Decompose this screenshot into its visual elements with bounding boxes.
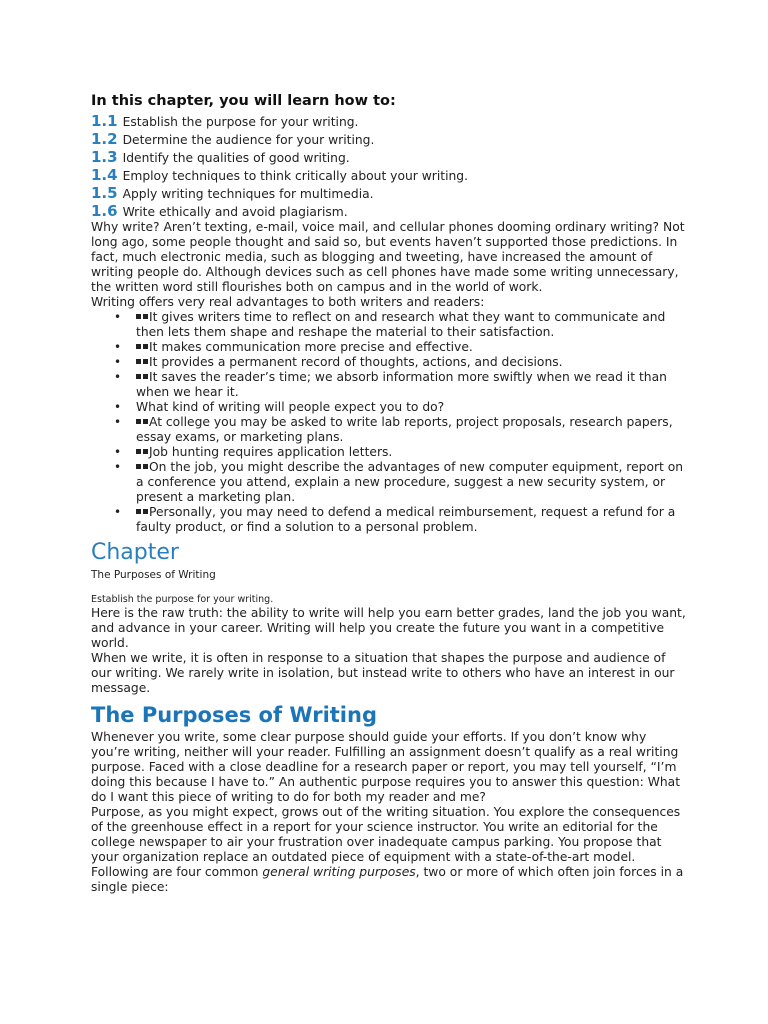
square-marker-icon (136, 509, 141, 514)
document-page (91, 92, 686, 895)
chapter-subtitle: The Purposes of Writing (91, 569, 216, 581)
section-paragraph-2: Purpose, as you might expect, grows out of the writing situation. You explore the consequences of the greenhouse effect in a report for your science instructor. You write an editorial for the college newspaper to air your frustration over inadequate campus parking. You propose that your organization replace an outdated piece of equipment with a state-of-the-art model. (91, 805, 681, 864)
list-item-text: Personally, you may need to defend a medical reimbursement, request a refund for a faulty product, or find a solution to a personal problem. (136, 505, 676, 534)
intro-paragraph-2: Writing offers very real advantages to both writers and readers: (91, 295, 485, 309)
bullet-icon: • (114, 445, 122, 459)
section-paragraph-1: Whenever you write, some clear purpose should guide your efforts. If you don’t know why you’re writing, neither will your reader. Fulfilling an assignment doesn’t qualify as a real writing purpose. Faced with a close deadline for a research paper or report, you may tell yourself, “I’m doing this because I have to.” An authentic purpose requires you to answer this question: What do I want this piece of writing to do for both my reader and me? (91, 730, 681, 804)
square-marker-icon (136, 449, 141, 454)
objective-caption: Establish the purpose for your writing. (91, 594, 274, 605)
objective-item (91, 202, 686, 220)
list-item (114, 415, 686, 445)
list-item-text: It provides a permanent record of thoughts, actions, and decisions. (149, 355, 563, 369)
bullet-icon: • (114, 370, 122, 384)
square-marker-icon (136, 374, 141, 379)
list-item (114, 400, 686, 415)
square-marker-icon (143, 449, 148, 454)
list-item-text: It makes communication more precise and effective. (149, 340, 473, 354)
objective-item (91, 184, 686, 202)
square-marker-icon (136, 344, 141, 349)
bullet-icon: • (114, 415, 122, 429)
list-item-text: It saves the reader’s time; we absorb information more swiftly when we read it than when we hear it. (136, 370, 667, 399)
section-title: The Purposes of Writing (91, 703, 377, 727)
objective-text: Identify the qualities of good writing. (122, 151, 350, 165)
emphasized-term: general writing purposes (262, 865, 416, 879)
objective-number: 1.2 (91, 130, 118, 148)
square-marker-icon (143, 509, 148, 514)
bullet-icon: • (114, 400, 122, 414)
objective-number: 1.3 (91, 148, 118, 166)
advantages-list (91, 310, 686, 535)
square-marker-icon (143, 464, 148, 469)
list-item (114, 310, 686, 340)
list-item (114, 505, 686, 535)
intro-paragraph-1: Why write? Aren’t texting, e-mail, voice mail, and cellular phones dooming ordinary writing? Not long ago, some people thought and said so, but events haven’t supported those predictions. In fact, much electronic media, such as blogging and tweeting, have increased the amount of writing people do. Although devices such as cell phones have made some writing unnecessary, the written word still flourishes both on campus and in the world of work. (91, 220, 685, 294)
objective-text: Establish the purpose for your writing. (122, 115, 359, 129)
bullet-icon: • (114, 340, 122, 354)
objective-text: Write ethically and avoid plagiarism. (122, 205, 348, 219)
objective-text: Determine the audience for your writing. (122, 133, 375, 147)
bullet-icon: • (114, 310, 122, 324)
square-marker-icon (143, 419, 148, 424)
objective-text: Apply writing techniques for multimedia. (122, 187, 374, 201)
section-paragraph-3-start: Following are four common (91, 865, 263, 879)
objective-item (91, 112, 686, 130)
objective-item (91, 148, 686, 166)
objective-number: 1.1 (91, 112, 118, 130)
chapter-heading: Chapter (91, 540, 179, 565)
square-marker-icon (143, 344, 148, 349)
list-item-text: On the job, you might describe the advantages of new computer equipment, report on a conference you attend, explain a new procedure, suggest a new security system, or present a marketing plan. (136, 460, 684, 504)
chapter-paragraph-1: Here is the raw truth: the ability to write will help you earn better grades, land the job you want, and advance in your career. Writing will help you create the future you want in a competitive world. (91, 606, 686, 650)
square-marker-icon (136, 359, 141, 364)
list-item-text: At college you may be asked to write lab reports, project proposals, research papers, essay exams, or marketing plans. (136, 415, 673, 444)
square-marker-icon (136, 464, 141, 469)
objective-number: 1.4 (91, 166, 118, 184)
bullet-icon: • (114, 505, 122, 519)
list-item (114, 445, 686, 460)
objectives-list (91, 112, 686, 220)
objectives-heading: In this chapter, you will learn how to: (91, 93, 396, 109)
list-item (114, 460, 686, 505)
list-item (114, 340, 686, 355)
square-marker-icon (143, 314, 148, 319)
objective-item (91, 166, 686, 184)
list-item (114, 355, 686, 370)
list-item-text: Job hunting requires application letters. (149, 445, 393, 459)
list-item (114, 370, 686, 400)
list-item-text: It gives writers time to reflect on and research what they want to communicate and then lets them shape and reshape the material to their satisfaction. (136, 310, 666, 339)
objective-number: 1.5 (91, 184, 118, 202)
objective-item (91, 130, 686, 148)
square-marker-icon (143, 374, 148, 379)
square-marker-icon (136, 419, 141, 424)
section-paragraph-3-end: , two or more of which often join forces in a single piece: (91, 865, 684, 894)
square-marker-icon (136, 314, 141, 319)
list-item-text: What kind of writing will people expect you to do? (136, 400, 445, 414)
bullet-icon: • (114, 355, 122, 369)
objective-number: 1.6 (91, 202, 118, 220)
section-paragraph-3 (91, 865, 686, 895)
chapter-paragraph-2: When we write, it is often in response to a situation that shapes the purpose and audience of our writing. We rarely write in isolation, but instead write to others who have an interest in our message. (91, 651, 675, 695)
square-marker-icon (143, 359, 148, 364)
bullet-icon: • (114, 460, 122, 474)
objective-text: Employ techniques to think critically about your writing. (122, 169, 469, 183)
